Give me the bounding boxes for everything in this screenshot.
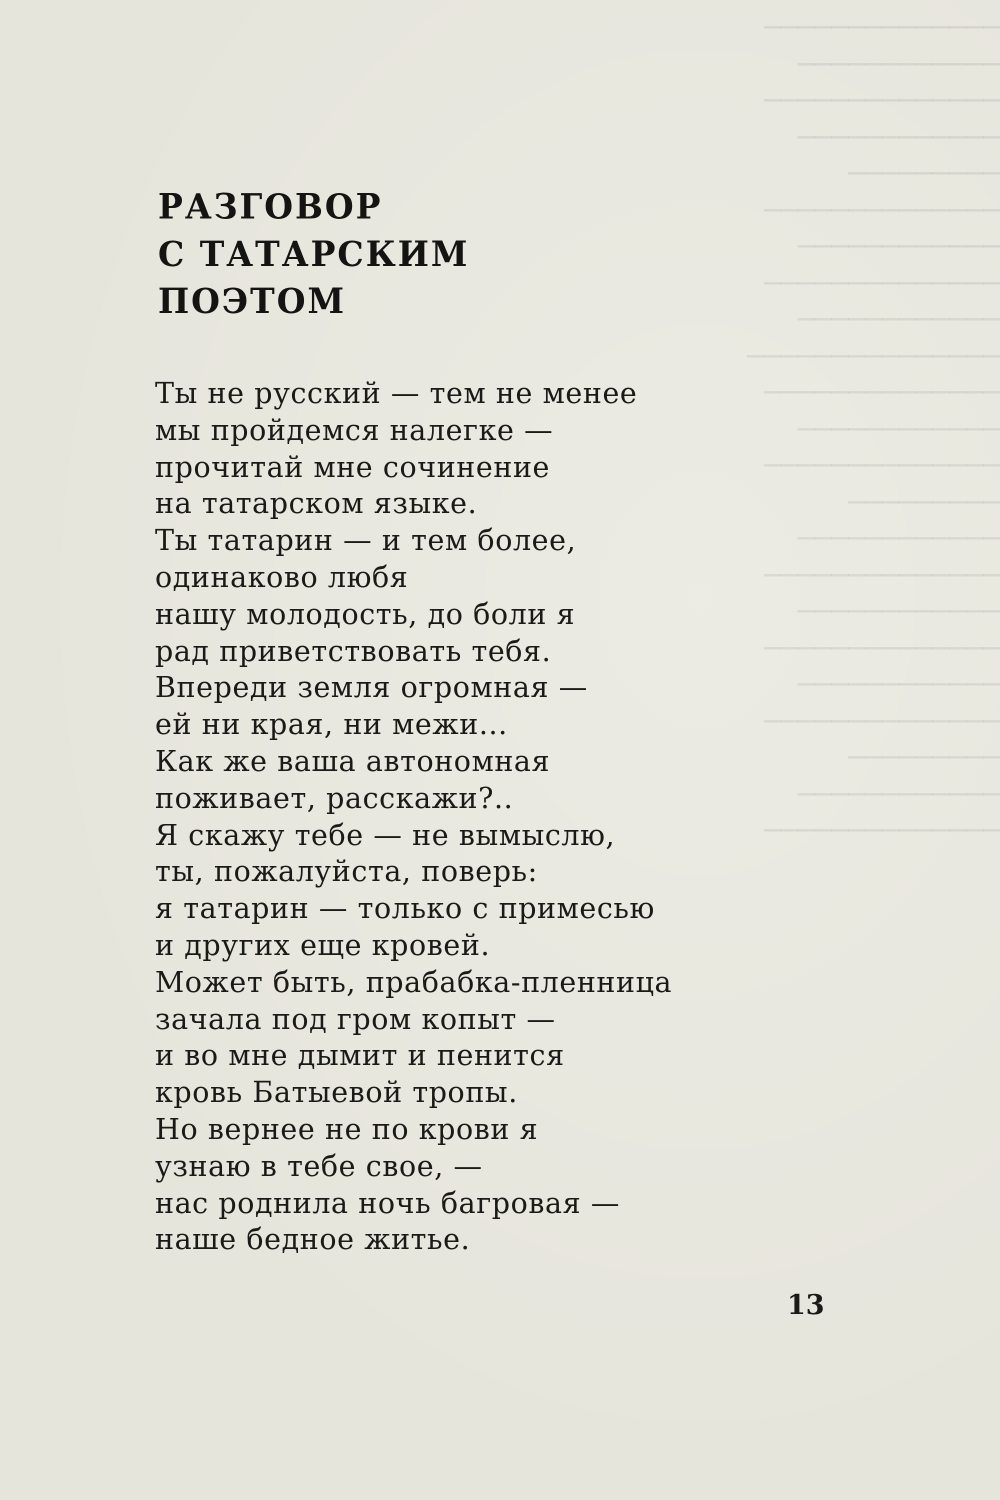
poem-line: ей ни края, ни межи...: [155, 708, 508, 742]
poem-line: Ты не русский — тем не менее: [155, 377, 638, 410]
poem-line: я татарин — только с примесью: [155, 892, 655, 926]
poem-line: и во мне дымит и пенится: [155, 1039, 565, 1073]
title-line: РАЗГОВОР: [158, 186, 383, 228]
poem-line: Как же ваша автономная: [155, 744, 551, 778]
poem-line: кровь Батыевой тропы.: [155, 1076, 518, 1110]
poem-line: нашу молодость, до боли я: [155, 597, 576, 631]
poem-body: [155, 376, 672, 1259]
poem-line: Я скажу тебе — не вымыслю,: [155, 818, 616, 852]
poem-line: ты, пожалуйста, поверь:: [155, 855, 538, 889]
poem-line: одинаково любя: [155, 560, 409, 594]
poem-line: Но вернее не по крови я: [155, 1112, 539, 1146]
poem-line: поживает, расскажи?..: [155, 781, 514, 815]
poem-line: Впереди земля огромная —: [155, 671, 588, 705]
poem-line: узнаю в тебе свое, —: [155, 1149, 483, 1183]
poem-line: на татарском языке.: [155, 487, 478, 521]
poem-line: зачала под гром копыт —: [155, 1002, 556, 1036]
poem-title: [158, 183, 469, 325]
poem-line: рад приветствовать тебя.: [155, 634, 552, 668]
poem-line: Ты татарин — и тем более,: [155, 524, 577, 558]
reverse-page-show-through: ────────────── ──────────── ────────────── ──────────── ───────── ────────────── ──────────── ────────────── ──────────── ─────────────── ────────────── ──────────── ────────────── ───────── ──────────── ────────────── ──────────── ────────────── ──────────── ────────────── ───────── ──────────── ──────────────: [747, 11, 1000, 847]
poem-line: прочитай мне сочинение: [155, 450, 551, 484]
poem-line: Может быть, прабабка-пленница: [155, 965, 673, 999]
poem-line: мы пройдемся налегке —: [155, 413, 554, 447]
title-line: ПОЭТОМ: [158, 280, 346, 322]
poem-line: наше бедное житье.: [155, 1223, 471, 1257]
poem-line: нас роднила ночь багровая —: [155, 1186, 620, 1220]
poem-line: и других еще кровей.: [155, 928, 491, 962]
title-line: С ТАТАРСКИМ: [158, 233, 470, 275]
page-number: 13: [787, 1290, 825, 1321]
